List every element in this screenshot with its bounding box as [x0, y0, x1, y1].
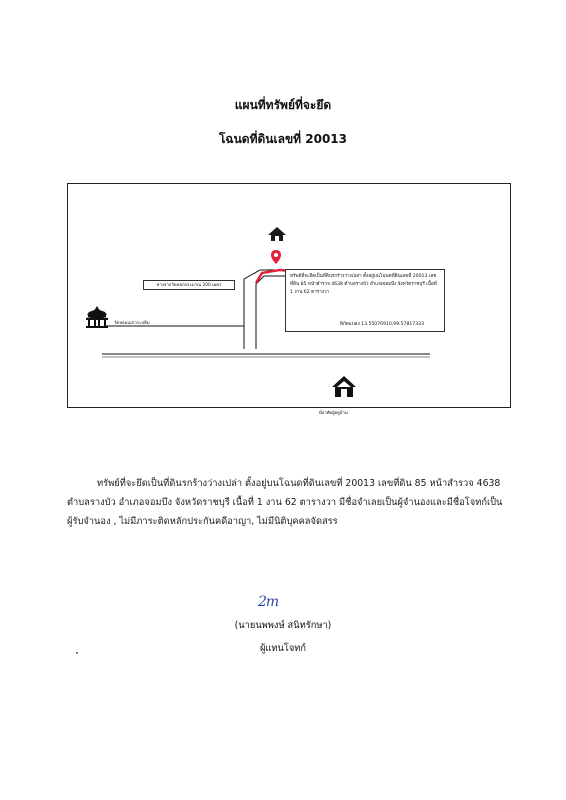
map-pin-icon	[271, 250, 281, 264]
signer-name: (นายนพพงษ์ สนิทรักษา)	[234, 620, 332, 631]
body-paragraph: ทรัพย์ที่จะยึดเป็นที่ดินรกร้างว่างเปล่า ตั้งอยู่บนโฉนดที่ดินเลขที่ 20013 เลขที่ดิน 85 หน้าสำรวจ 4638 ตำบลรางบัว อำเภอจอมบึง จังหวัดราชบุรี เนื้อที่ 1 งาน 62 ตารางวา มีชื่อจำเลยเป็นผู้จำนองและมีชื่อโจทก์เป็นผู้รับจำนอง , ไม่มีภาระติดหลักประกันคดีอาญา, ไม่มีนิติบุคคลจัดสรร	[67, 478, 503, 527]
property-description: ทรัพย์ที่จะยึดเป็นที่ดินรกร้างว่างเปล่า ตั้งอยู่บนโฉนดที่ดินเลขที่ 20013 เลขที่ดิน 85 หน้าสำรวจ 4638 ตำบลรางบัว อำเภอจอมบึง จังหวัดราชบุรี เนื้อที่ 1 งาน 62 ตารางวา	[290, 274, 437, 295]
distance-label: ห่างจากวัดหอกประมาณ 200 เมตร	[143, 280, 235, 290]
signature-mark: 2m	[258, 594, 279, 610]
signer-role: ผู้แทนโจทก์	[259, 643, 307, 654]
temple-label: วัดหอมเมกวระปดิม	[114, 321, 150, 326]
property-coordinates: พิกัดแปลง 13.55070910,99.57817333	[339, 322, 424, 327]
house-label: ที่อาศัยผู้อยู่บ้าน	[319, 411, 348, 416]
house-icon	[332, 376, 356, 397]
document-title: แผนที่ทรัพย์ที่จะยึด	[234, 98, 332, 112]
temple-icon	[86, 306, 108, 328]
property-info-box	[285, 269, 445, 332]
home-icon	[268, 227, 286, 241]
page-speck	[76, 652, 78, 654]
document-subtitle: โฉนดที่ดินเลขที่ 20013	[218, 132, 347, 146]
